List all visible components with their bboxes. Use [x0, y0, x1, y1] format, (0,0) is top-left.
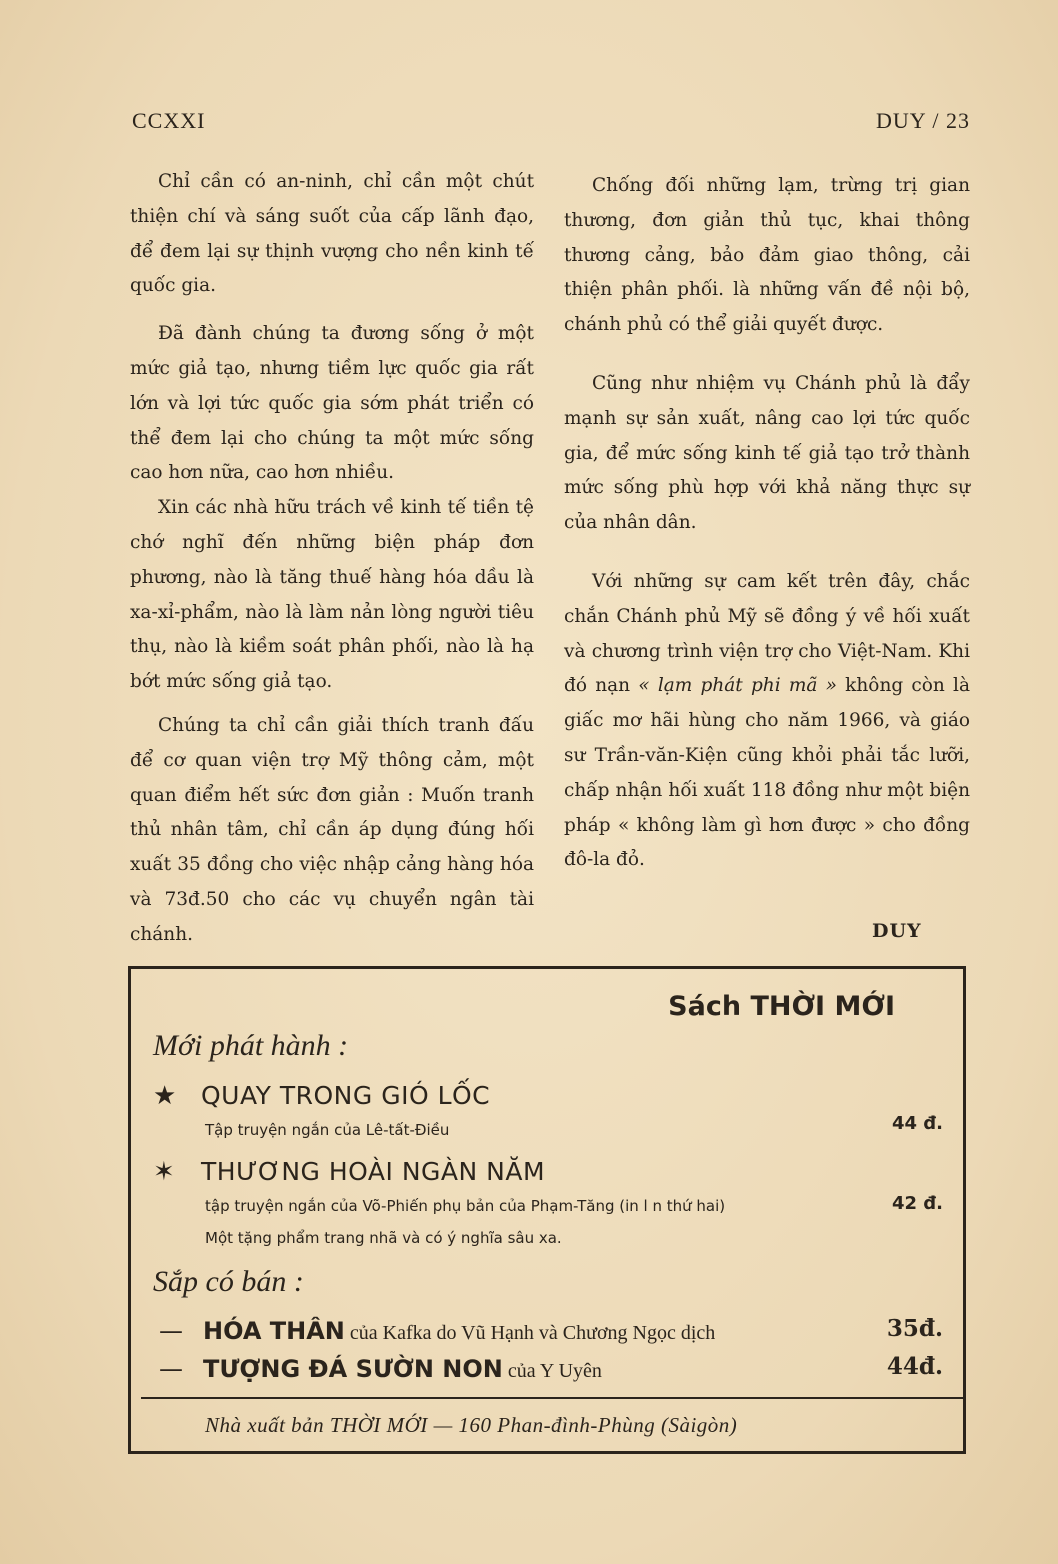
paragraph: Cũng như nhiệm vụ Chánh phủ là đẩy mạnh sự sản xuất, nâng cao lợi tức quốc gia, để mức sống kinh tế giả tạo trở thành mức sống phù hợp với khả năng thực sự của nhân dân. [564, 372, 970, 534]
advertisement-box [128, 966, 966, 1454]
section-heading-new: Mới phát hành : [153, 1029, 349, 1062]
book-credit: của Kafka do Vũ Hạnh và Chương Ngọc dịch [344, 1322, 716, 1344]
paragraph: Chống đối những lạm, trừng trị gian thương, đơn giản thủ tục, khai thông thương cảng, bảo đảm giao thông, cải thiện phân phối. là những vấn đề nội bộ, chánh phủ có thể giải quyết được. [564, 175, 970, 336]
book-description: Một tặng phẩm trang nhã và có ý nghĩa sâu xa. [205, 1229, 562, 1247]
publisher-title: Sách THỜI MỚI [668, 991, 895, 1022]
section-heading-soon: Sắp có bán : [153, 1265, 304, 1298]
book-price: 44đ. [886, 1353, 943, 1380]
book-title-text: TƯỢNG ĐÁ SƯỜN NON [203, 1355, 503, 1383]
book-price: 35đ. [886, 1315, 943, 1342]
paragraph: Đã đành chúng ta đương sống ở một mức giả tạo, nhưng tiềm lực quốc gia rất lớn và lợi tức quốc gia sớm phát triển có thể đem lại cho chúng ta một mức sống cao hơn nữa, cao hơn nhiều. [130, 323, 534, 484]
book-price: 44 đ. [891, 1113, 943, 1134]
left-column [130, 165, 534, 953]
book-title [203, 1355, 602, 1383]
dash-bullet: — [159, 1317, 183, 1345]
star-icon: ★ [153, 1081, 177, 1111]
star-icon: ✶ [153, 1157, 175, 1187]
paragraph [564, 565, 970, 878]
book-credit: của Y Uyên [502, 1360, 602, 1382]
page-number: DUY / 23 [876, 108, 970, 133]
book-subtitle: Tập truyện ngắn của Lê-tất-Điều [205, 1121, 450, 1139]
quote-text: « lạm phát phi mã » [638, 675, 837, 697]
book-title-text: HÓA THÂN [203, 1317, 345, 1345]
divider [141, 1397, 963, 1399]
book-title [203, 1317, 715, 1345]
section-number: CCXXI [132, 108, 206, 133]
paragraph: Chúng ta chỉ cần giải thích tranh đấu để cơ quan viện trợ Mỹ thông cảm, một quan điểm hết sức đơn giản : Muốn tranh thủ nhân tâm, chỉ cần áp dụng đúng hối xuất 35 đồng cho việc nhập cảng hàng hóa và 73đ.50 cho các vụ chuyển ngân tài chánh. [130, 714, 534, 945]
book-subtitle: tập truyện ngắn của Võ-Phiến phụ bản của Phạm-Tăng (in l n thứ hai) [205, 1197, 726, 1215]
book-price: 42 đ. [891, 1193, 943, 1214]
page-header [132, 108, 970, 138]
publisher-address: Nhà xuất bản THỜI MỚI — 160 Phan-đình-Phùng (Sàigòn) [205, 1413, 738, 1437]
paragraph: Chỉ cần có an-ninh, chỉ cần một chút thiện chí và sáng suốt của cấp lãnh đạo, để đem lại sự thịnh vượng cho nền kinh tế quốc gia. [130, 171, 534, 297]
paragraph-text: Với những sự cam kết trên đây, chắc chắn Chánh phủ Mỹ sẽ đồng ý về hối xuất và chương trình viện trợ cho Việt-Nam. Khi đó nạn [564, 570, 970, 697]
book-title: QUAY TRONG GIÓ LỐC [201, 1081, 491, 1110]
paragraph-text: không còn là giấc mơ hãi hùng cho năm 1966, và giáo sư Trần-văn-Kiện cũng khỏi phải tắc lưỡi, chấp nhận hối xuất 118 đồng như một biện pháp « không làm gì hơn được » cho đồng đô-la đỏ. [564, 675, 970, 871]
right-column [564, 169, 970, 878]
paragraph: Xin các nhà hữu trách về kinh tế tiền tệ chớ nghĩ đến những biện pháp đơn phương, nào là tăng thuế hàng hóa dầu là xa-xỉ-phẩm, nào là làm nản lòng người tiêu thụ, nào là kiềm soát phân phối, nào là hạ bớt mức sống giả tạo. [130, 497, 534, 693]
dash-bullet: — [159, 1355, 183, 1383]
author-signature: DUY [872, 920, 922, 942]
book-title: THƯƠNG HOÀI NGÀN NĂM [201, 1157, 546, 1186]
